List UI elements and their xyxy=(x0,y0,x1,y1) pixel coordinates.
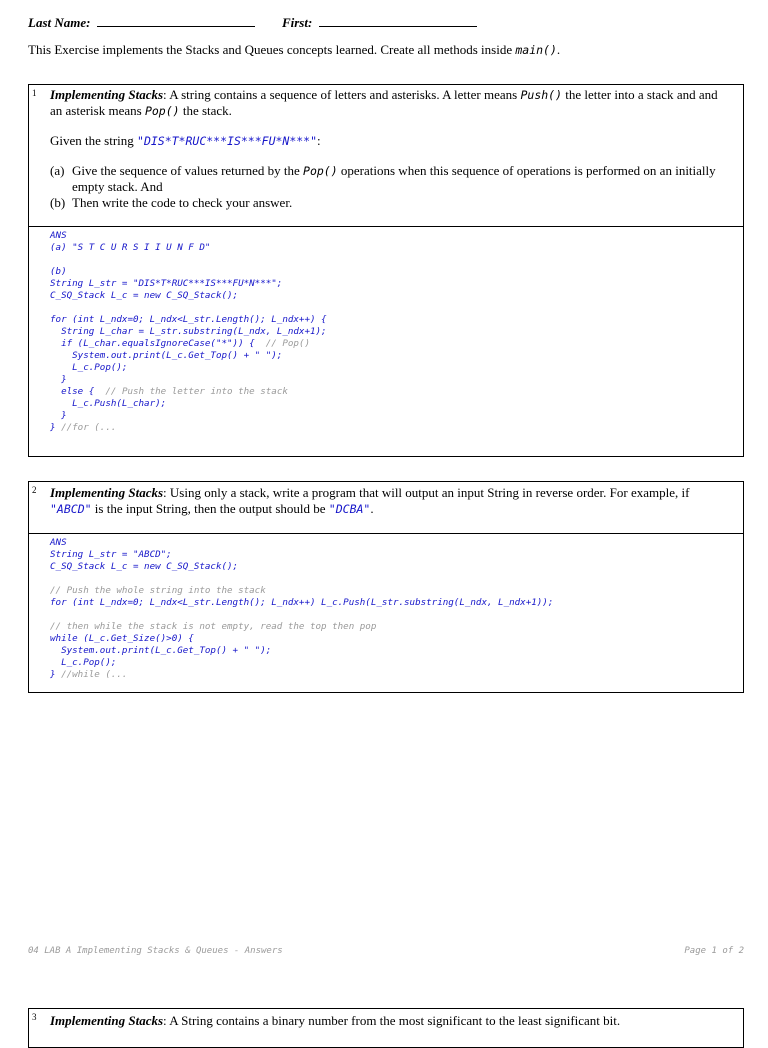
code-text: (a) "S T C U R S I I U N F D" xyxy=(50,242,211,253)
question-3-text xyxy=(50,1013,721,1029)
code-line xyxy=(50,669,127,681)
code-text: } xyxy=(61,374,67,385)
code-text: L_c.Pop(); xyxy=(72,362,128,373)
code-line xyxy=(50,362,127,374)
question-2-text xyxy=(50,485,721,517)
question-3-number: 3 xyxy=(32,1012,37,1022)
code-line xyxy=(50,410,67,422)
code-line xyxy=(50,230,67,242)
question-2-box xyxy=(28,481,744,693)
code-indent xyxy=(50,386,61,397)
push-method: Push() xyxy=(520,88,563,102)
part-b xyxy=(50,195,721,211)
example-output: "DCBA" xyxy=(328,502,371,516)
question-1-number: 1 xyxy=(32,88,37,98)
question-1-text-d: the stack. xyxy=(182,103,232,118)
code-text: System.out.print(L_c.Get_Top() + " "); xyxy=(61,645,272,656)
example-input: "ABCD" xyxy=(50,502,92,516)
part-a-text3: initially empty stack. And xyxy=(72,163,716,194)
code-text: L_c.Push(L_char); xyxy=(72,398,167,409)
code-text: for (int L_ndx=0; L_ndx<L_str.Length(); L_ndx++) { xyxy=(50,314,327,325)
code-text: String L_char = L_str.substring(L_ndx, L_ndx+1); xyxy=(61,326,327,337)
given-label: Given the string xyxy=(50,133,134,148)
part-a xyxy=(50,163,721,195)
code-line xyxy=(50,645,271,657)
code-comment: // Push the whole string into the stack xyxy=(50,585,266,596)
code-text: (b) xyxy=(50,266,67,277)
code-line xyxy=(50,597,553,609)
question-1-box xyxy=(28,84,744,457)
student-name-header xyxy=(28,14,477,31)
code-text: } xyxy=(50,669,62,680)
question-1-text-c: and and an asterisk means xyxy=(50,87,718,118)
code-line xyxy=(50,326,327,338)
question-1-text xyxy=(50,87,721,119)
pop-method: Pop() xyxy=(144,104,180,118)
part-b-text: Then write the code to check your answer. xyxy=(72,195,293,210)
code-line xyxy=(50,422,116,434)
code-line xyxy=(50,585,266,597)
code-line xyxy=(50,338,310,350)
code-line xyxy=(50,290,238,302)
code-indent xyxy=(50,645,61,656)
question-2-header xyxy=(29,482,743,534)
last-name-label: Last Name: xyxy=(28,15,91,30)
part-a-text1: Give the sequence of values returned by the xyxy=(72,163,300,178)
question-3-text-a: : A String contains a binary number from the most significant to the least significant bit. xyxy=(163,1013,621,1028)
code-indent xyxy=(50,326,61,337)
question-3-title: Implementing Stacks xyxy=(50,1013,164,1028)
code-line xyxy=(50,374,67,386)
code-text: String L_str = "DIS*T*RUC***IS***FU*N***"; xyxy=(50,278,283,289)
first-name-blank[interactable] xyxy=(319,14,477,27)
part-a-pop: Pop() xyxy=(303,164,338,178)
question-2-text-a: : Using only a stack, write a program that will output an input String in reverse order. For example, if xyxy=(163,485,690,500)
code-text: for (int L_ndx=0; L_ndx<L_str.Length(); L_ndx++) L_c.Push(L_str.substring(L_ndx, L_ndx+1)); xyxy=(50,597,554,608)
code-line xyxy=(50,549,172,561)
question-2-text-c: . xyxy=(370,501,374,516)
code-text: L_c.Pop(); xyxy=(61,657,117,668)
code-line xyxy=(50,657,116,669)
footer-page-number: Page 1 of 2 xyxy=(684,946,744,956)
code-line xyxy=(50,278,282,290)
footer-document-title: 04 LAB A Implementing Stacks & Queues - Answers xyxy=(28,946,283,956)
code-indent xyxy=(50,657,61,668)
given-suffix: : xyxy=(317,133,321,148)
question-2-number: 2 xyxy=(32,485,37,495)
code-indent xyxy=(50,338,61,349)
code-text: ANS xyxy=(50,537,67,548)
question-2-title: Implementing Stacks xyxy=(50,485,164,500)
part-b-label: (b) xyxy=(50,195,66,210)
question-2-answer xyxy=(29,534,743,692)
code-text: C_SQ_Stack L_c = new C_SQ_Stack(); xyxy=(50,290,239,301)
code-text: while (L_c.Get_Size()>0) { xyxy=(50,633,194,644)
given-string-value: "DIS*T*RUC***IS***FU*N***" xyxy=(137,134,318,148)
given-string-line xyxy=(50,133,721,149)
code-comment: // Push the letter into the stack xyxy=(105,386,288,397)
code-line xyxy=(50,266,67,278)
question-1-answer xyxy=(29,227,743,456)
code-line xyxy=(50,398,166,410)
code-indent xyxy=(50,350,72,361)
code-text: System.out.print(L_c.Get_Top() + " "); xyxy=(72,350,283,361)
code-indent xyxy=(50,398,72,409)
code-line xyxy=(50,242,210,254)
code-comment: // then while the stack is not empty, read the top then pop xyxy=(50,621,377,632)
question-2-text-b: is the input String, then the output should be xyxy=(94,501,326,516)
code-text: if (L_char.equalsIgnoreCase("*")) { xyxy=(61,338,266,349)
code-line xyxy=(50,386,288,398)
question-1-title: Implementing Stacks xyxy=(50,87,164,102)
code-text: } xyxy=(61,410,67,421)
code-line xyxy=(50,621,376,633)
code-comment: // Pop() xyxy=(265,338,311,349)
code-text: } xyxy=(50,422,62,433)
code-comment: //for (... xyxy=(61,422,117,433)
code-line xyxy=(50,561,238,573)
intro-text: This Exercise implements the Stacks and Queues concepts learned. Create all methods inside xyxy=(28,42,513,57)
part-a-text2: operations when this sequence of operations is performed on an xyxy=(340,163,672,178)
last-name-blank[interactable] xyxy=(97,14,255,27)
code-indent xyxy=(50,410,61,421)
code-text: String L_str = "ABCD"; xyxy=(50,549,172,560)
code-line xyxy=(50,314,327,326)
code-indent xyxy=(50,374,61,385)
part-a-label: (a) xyxy=(50,163,65,178)
question-1-text-a: : A string contains a sequence of letters and asterisks. A letter means xyxy=(163,87,518,102)
code-comment: //while (... xyxy=(61,669,128,680)
code-line xyxy=(50,537,67,549)
exercise-intro xyxy=(28,42,560,58)
code-text: ANS xyxy=(50,230,67,241)
question-1-header xyxy=(29,85,743,227)
code-text: C_SQ_Stack L_c = new C_SQ_Stack(); xyxy=(50,561,239,572)
code-indent xyxy=(50,362,72,373)
code-text: else { xyxy=(61,386,106,397)
intro-method: main() xyxy=(515,43,557,57)
code-line xyxy=(50,350,282,362)
code-line xyxy=(50,633,194,645)
question-3-box xyxy=(28,1008,744,1048)
first-name-label: First: xyxy=(281,15,313,30)
question-1-text-b: the letter into a stack xyxy=(565,87,674,102)
intro-suffix: . xyxy=(556,42,561,57)
